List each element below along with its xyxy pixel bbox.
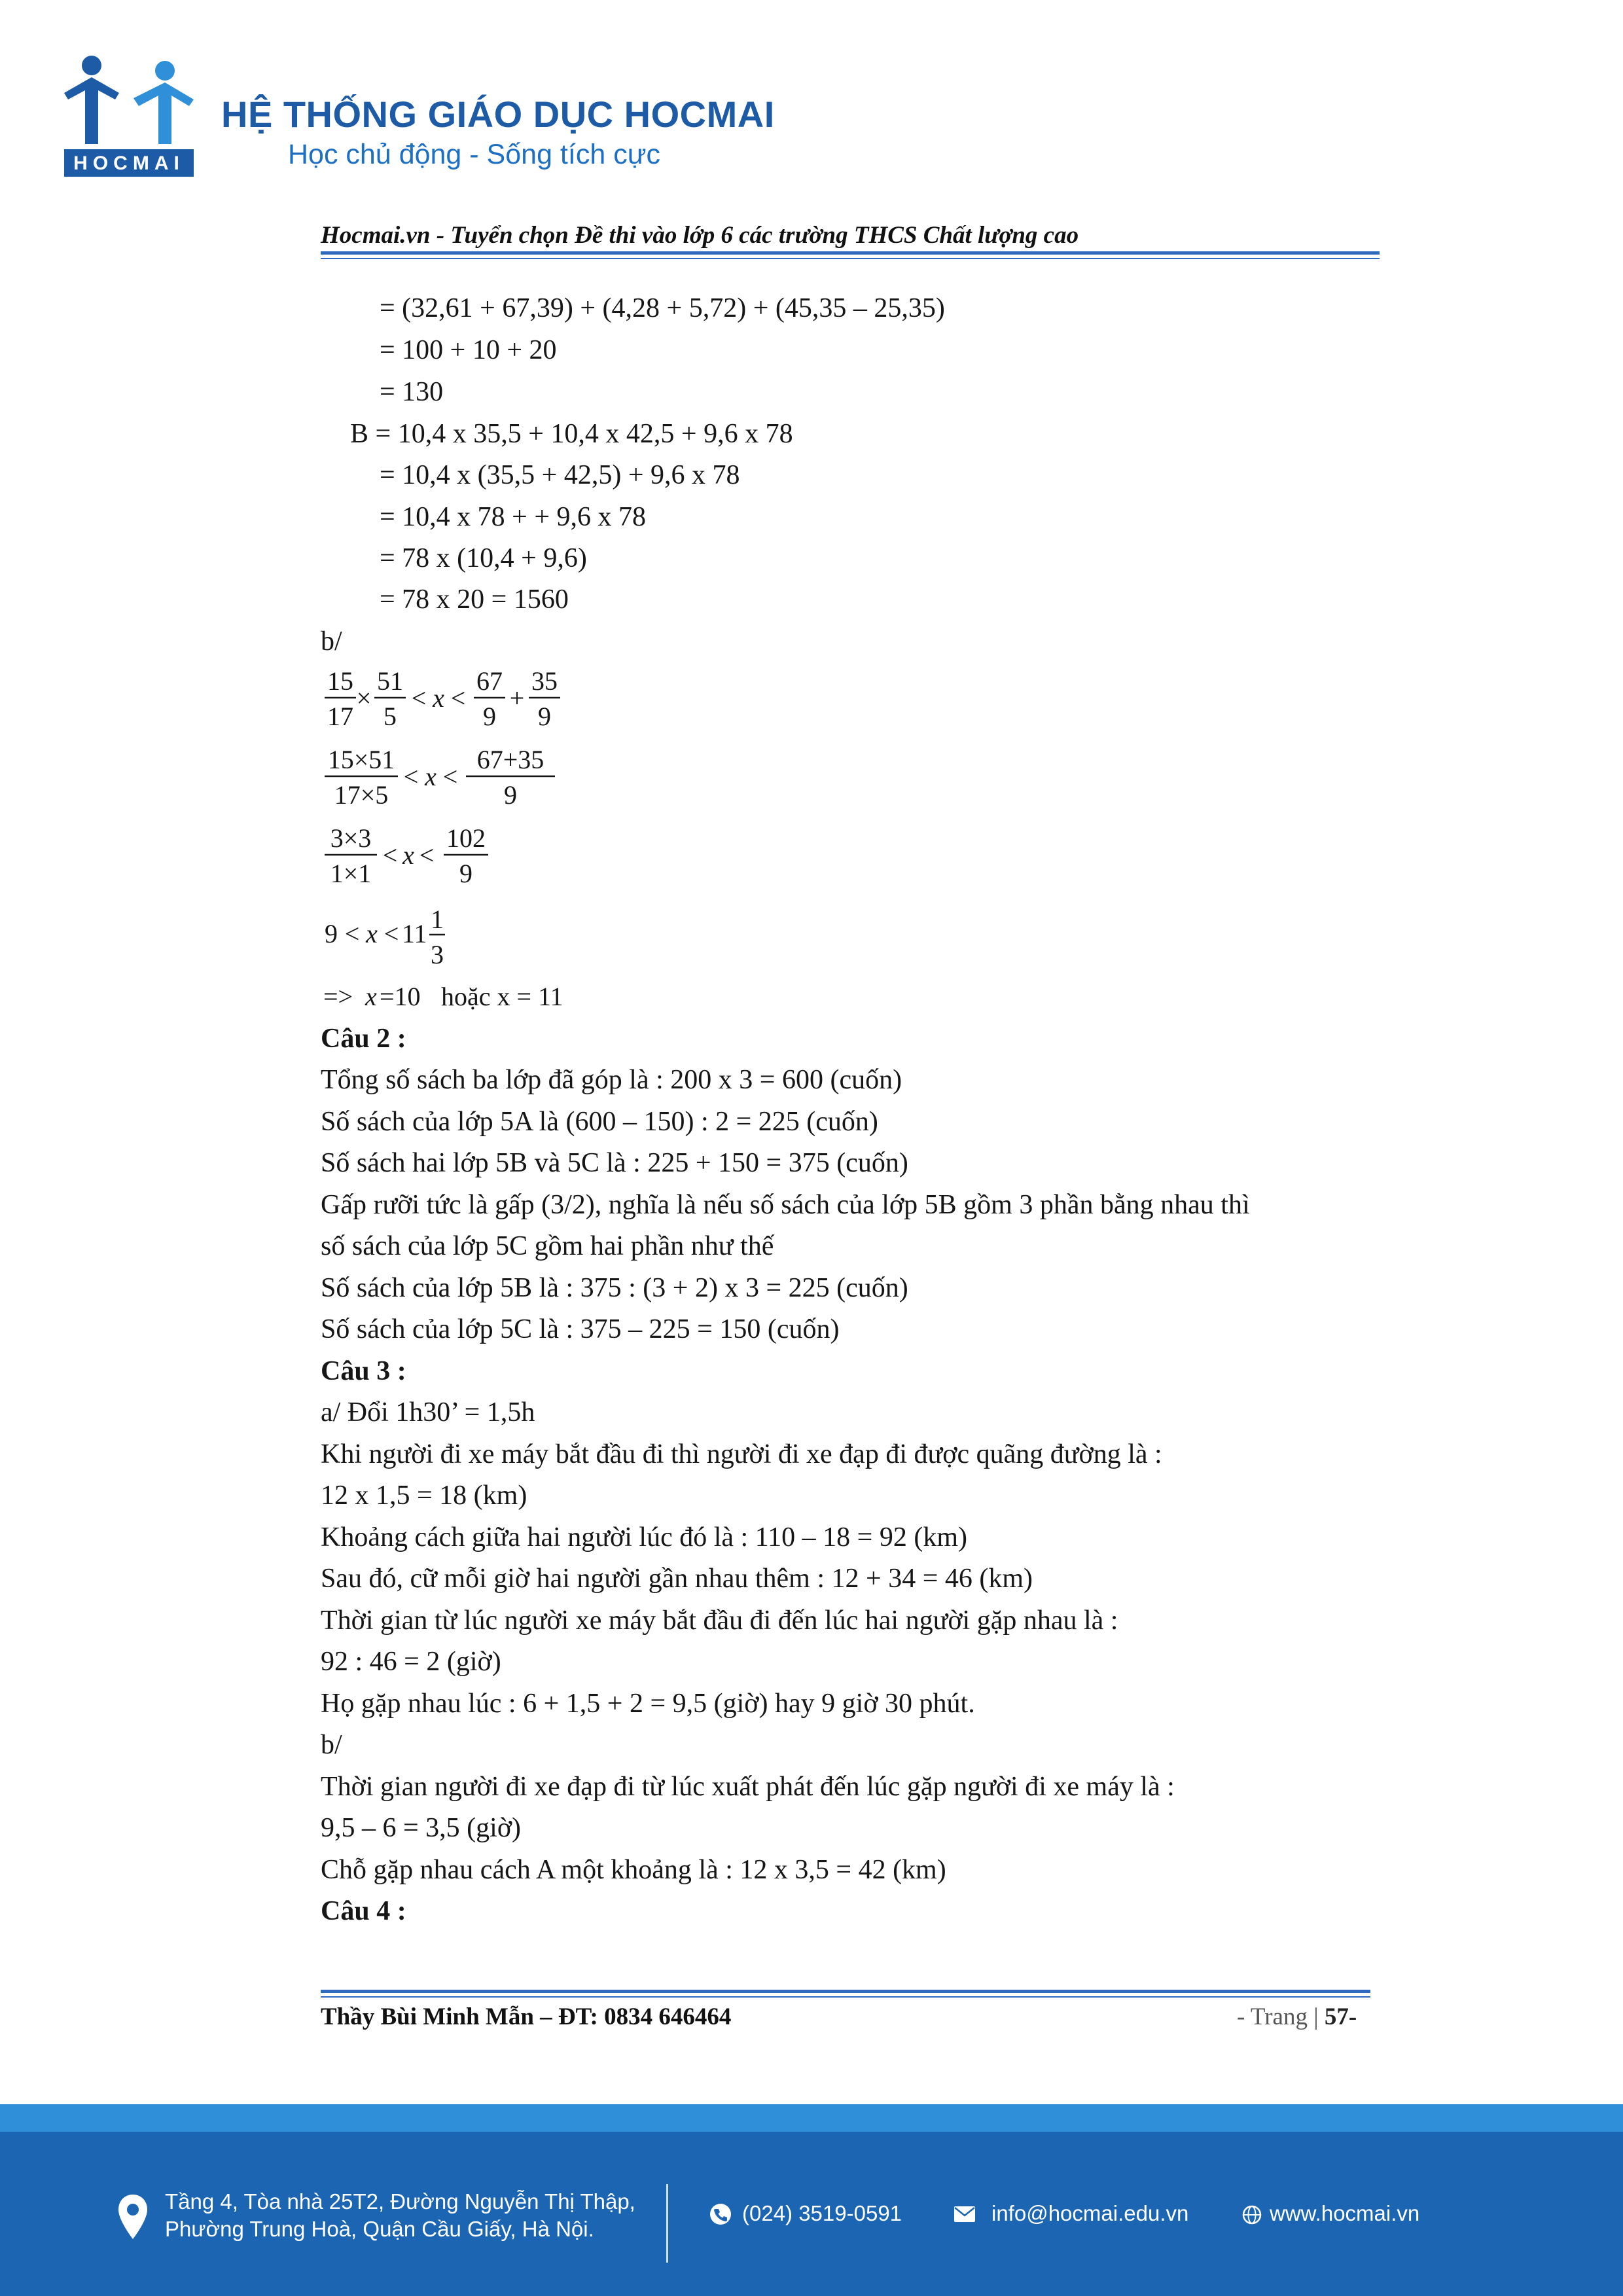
cau3-line-1: a/ Đổi 1h30’ = 1,5h — [321, 1397, 535, 1427]
frac2-den: 5 — [383, 702, 397, 731]
lt-1: < — [411, 683, 427, 713]
location-pin-icon — [116, 2193, 149, 2240]
lt-1: < — [382, 840, 398, 870]
cau2-line-5: số sách của lớp 5C gồm hai phần như thế — [321, 1231, 774, 1261]
lt-2: < — [450, 683, 466, 713]
phone-number[interactable]: (024) 3519-0591 — [742, 2201, 902, 2225]
math-row-1 — [321, 666, 582, 732]
cau3-line-7: 92 : 46 = 2 (giờ) — [321, 1647, 501, 1677]
frac1-den: 17 — [327, 702, 353, 731]
logo-text: HOCMAI — [73, 152, 185, 174]
b-line-4: = 78 x (10,4 + 9,6) — [380, 543, 587, 573]
cau2-line-1: Tổng số sách ba lớp đã góp là : 200 x 3 = 600 (cuốn) — [321, 1065, 902, 1095]
cau3-line-2: Khi người đi xe máy bắt đầu đi thì người đi xe đạp đi được quãng đường là : — [321, 1439, 1162, 1469]
a-line-3: = 130 — [380, 377, 444, 407]
address-line-2: Phường Trung Hoà, Quận Cầu Giấy, Hà Nội. — [165, 2217, 594, 2241]
cau2-line-4: Gấp rưỡi tức là gấp (3/2), nghĩa là nếu số sách của lớp 5B gồm 3 phần bằng nhau thì — [321, 1190, 1250, 1220]
footer-rule-thin — [321, 1996, 1370, 1998]
page-prefix: - Trang | — [1237, 2003, 1319, 2030]
cau3-line-10: Thời gian người đi xe đạp đi từ lúc xuất phát đến lúc gặp người đi xe máy là : — [321, 1772, 1175, 1802]
frac2-den: 9 — [504, 780, 517, 810]
b-line-3: = 10,4 x 78 + + 9,6 x 78 — [380, 502, 647, 532]
lt-2: < — [442, 762, 458, 791]
part-b-label: b/ — [321, 626, 342, 656]
left-value: 9 — [325, 919, 338, 948]
header-rule-thin — [321, 258, 1380, 259]
brand-title: HỆ THỐNG GIÁO DỤC HOCMAI — [221, 94, 775, 135]
running-header: Hocmai.vn - Tuyển chọn Đề thi vào lớp 6 các trường THCS Chất lượng cao — [321, 222, 1079, 249]
address-line-1: Tầng 4, Tòa nhà 25T2, Đường Nguyễn Thị Thập, — [165, 2189, 635, 2214]
var-x: x — [425, 762, 437, 791]
var-x: x — [366, 919, 378, 948]
cau3-heading: Câu 3 : — [321, 1356, 406, 1386]
cau3-line-3: 12 x 1,5 = 18 (km) — [321, 1480, 527, 1511]
frac1-num: 15×51 — [327, 745, 395, 774]
cau2-line-3: Số sách hai lớp 5B và 5C là : 225 + 150 = 375 (cuốn) — [321, 1148, 908, 1178]
times-sign: × — [356, 683, 372, 713]
lt-2: < — [419, 840, 435, 870]
mixed-den: 3 — [431, 940, 444, 969]
phone-icon — [709, 2202, 732, 2226]
frac1-num: 3×3 — [330, 823, 372, 853]
cau3-line-6: Thời gian từ lúc người xe máy bắt đầu đi đến lúc hai người gặp nhau là : — [321, 1605, 1118, 1636]
header-rule — [321, 251, 1380, 255]
var-x: x — [402, 840, 414, 870]
b-line-1: B = 10,4 x 35,5 + 10,4 x 42,5 + 9,6 x 78 — [350, 419, 793, 449]
math-row-4 — [321, 902, 491, 974]
mixed-num: 1 — [431, 905, 444, 934]
var-x: x — [365, 982, 377, 1011]
frac3-den: 9 — [483, 702, 496, 731]
a-line-1: = (32,61 + 67,39) + (4,28 + 5,72) + (45,35 – 25,35) — [380, 293, 945, 323]
or-eleven: hoặc x = 11 — [441, 982, 563, 1011]
email-icon — [954, 2206, 975, 2222]
cau3-line-4: Khoảng cách giữa hai người lúc đó là : 110 – 18 = 92 (km) — [321, 1522, 967, 1552]
equals-ten: =10 — [380, 982, 421, 1011]
email-address[interactable]: info@hocmai.edu.vn — [991, 2201, 1189, 2225]
hocmai-logo — [60, 52, 198, 180]
b-line-5: = 78 x 20 = 1560 — [380, 584, 569, 615]
frac4-num: 35 — [531, 666, 558, 696]
footer-rule — [321, 1990, 1370, 1993]
cau2-line-7: Số sách của lớp 5C là : 375 – 225 = 150 (cuốn) — [321, 1314, 840, 1344]
frac4-den: 9 — [538, 702, 551, 731]
frac1-num: 15 — [327, 666, 353, 696]
frac1-den: 1×1 — [330, 859, 372, 888]
math-row-3 — [321, 823, 517, 889]
cau3-line-12: Chỗ gặp nhau cách A một khoảng là : 12 x 3,5 = 42 (km) — [321, 1855, 946, 1885]
cau2-heading: Câu 2 : — [321, 1024, 406, 1054]
implies-arrow: => — [323, 982, 353, 1011]
cau3-line-11: 9,5 – 6 = 3,5 (giờ) — [321, 1813, 522, 1843]
frac1-den: 17×5 — [334, 780, 389, 810]
website-link[interactable]: www.hocmai.vn — [1270, 2201, 1420, 2225]
globe-icon — [1242, 2205, 1262, 2225]
frac2-num: 67+35 — [476, 745, 544, 774]
contact-separator — [666, 2184, 668, 2263]
plus-sign: + — [509, 683, 525, 713]
cau3-line-9: b/ — [321, 1730, 342, 1760]
contact-band — [0, 2132, 1623, 2296]
brand-slogan: Học chủ động - Sống tích cực — [288, 139, 660, 170]
math-row-2 — [321, 745, 582, 810]
footer-author: Thầy Bùi Minh Mẫn – ĐT: 0834 646464 — [321, 2003, 732, 2030]
b-line-2: = 10,4 x (35,5 + 42,5) + 9,6 x 78 — [380, 460, 740, 490]
lt-1: < — [344, 919, 360, 948]
cau2-line-2: Số sách của lớp 5A là (600 – 150) : 2 = 225 (cuốn) — [321, 1107, 878, 1137]
math-row-5 — [321, 979, 661, 1018]
lt-2: < — [383, 919, 399, 948]
lt-1: < — [403, 762, 419, 791]
frac2-den: 9 — [459, 859, 473, 888]
frac2-num: 51 — [377, 666, 403, 696]
page-number: 57- — [1324, 2003, 1357, 2030]
contact-band-accent — [0, 2104, 1623, 2132]
a-line-2: = 100 + 10 + 20 — [380, 335, 557, 365]
cau3-line-5: Sau đó, cữ mỗi giờ hai người gần nhau thêm : 12 + 34 = 46 (km) — [321, 1564, 1033, 1594]
cau2-line-6: Số sách của lớp 5B là : 375 : (3 + 2) x 3 = 225 (cuốn) — [321, 1273, 908, 1303]
frac2-num: 102 — [446, 823, 486, 853]
mixed-whole: 11 — [402, 919, 427, 948]
footer-page — [1237, 2003, 1357, 2031]
cau3-line-8: Họ gặp nhau lúc : 6 + 1,5 + 2 = 9,5 (giờ) hay 9 giờ 30 phút. — [321, 1689, 975, 1719]
frac3-num: 67 — [476, 666, 503, 696]
var-x: x — [433, 683, 444, 713]
cau4-heading: Câu 4 : — [321, 1896, 406, 1926]
